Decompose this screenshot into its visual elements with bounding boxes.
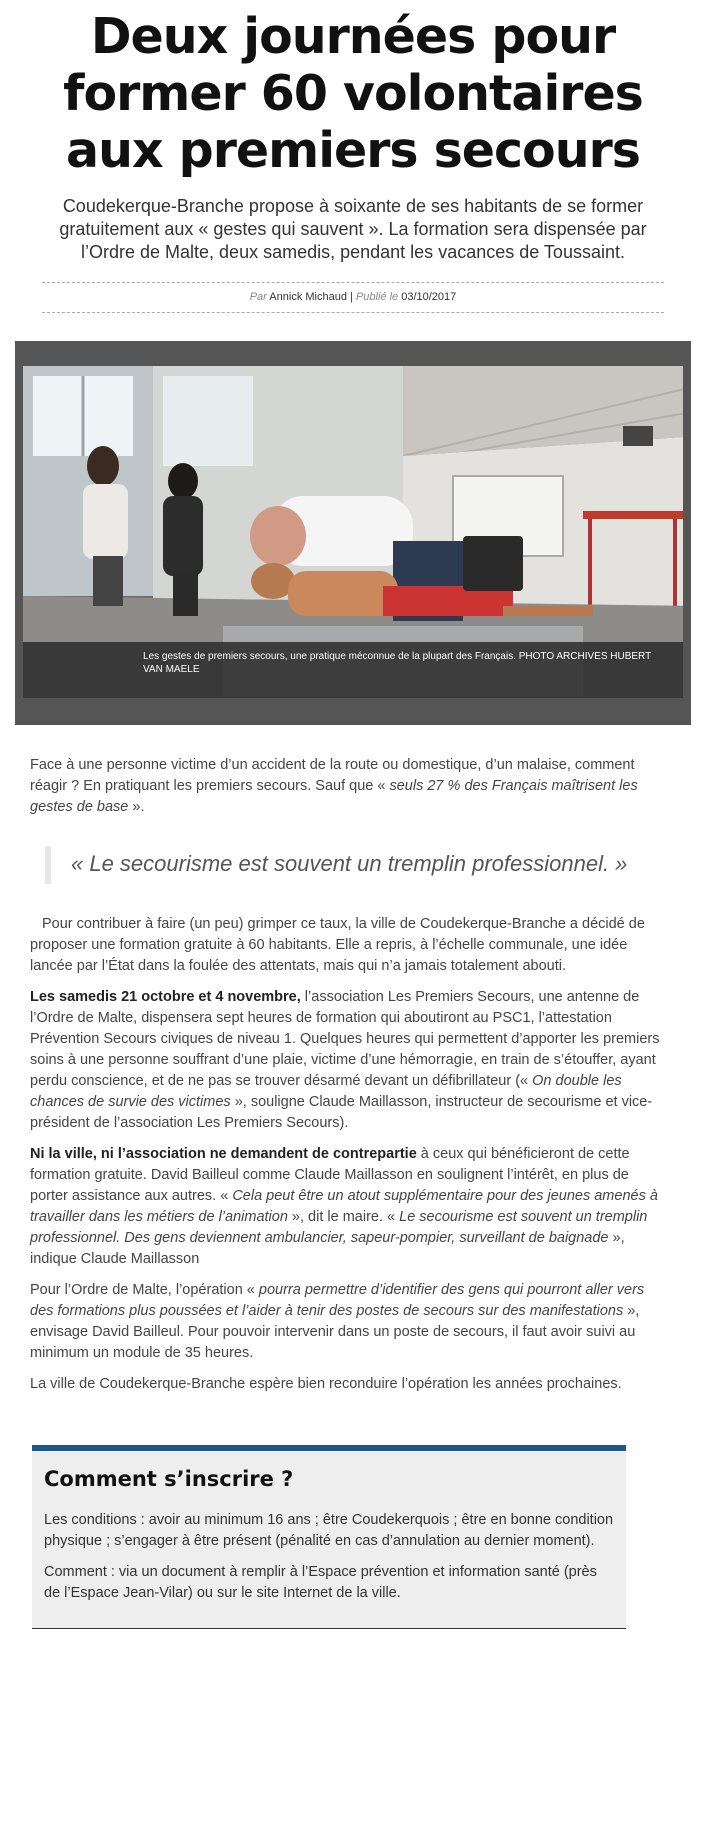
author-link[interactable]: Annick Michaud [269, 291, 347, 303]
paragraph-1: Pour contribuer à faire (un peu) grimper ce taux, la ville de Coudekerque-Branche a décidé de proposer une formation gratuite à 60 habitants. Elle a repris, à l’échelle communale, une idée lancée par l’État dans la foulée des attentats, mais qui n’a jamais totalement abouti. [30, 916, 645, 974]
photo-caption: Les gestes de premiers secours, une pratique méconnue de la plupart des Français. PHOTO ARCHIVES HUBERT VAN MAELE [23, 642, 683, 698]
intro-quote: seuls 27 % des Français maîtrisent les gestes de base [30, 778, 638, 815]
intro-end: ». [128, 799, 145, 815]
published-label: Publié le [355, 291, 399, 303]
paragraph-4-text: Pour l’Ordre de Malte, l’opération « [30, 1282, 259, 1298]
paragraph-3-lead: Ni la ville, ni l’association ne demandent de contrepartie [30, 1146, 417, 1162]
article-title: Deux journées pour former 60 volontaires aux premiers secours [63, 8, 643, 179]
paragraph-3-text: à ceux qui bénéficieront de cette formation gratuite. David Bailleul comme Claude Maillasson en soulignent l’intérêt, en plus de porter assistance aux autres. « [30, 1146, 630, 1204]
info-box [32, 1445, 626, 1629]
paragraph-5: La ville de Coudekerque-Branche espère bien reconduire l’opération les années prochaines. [30, 1376, 622, 1392]
paragraph-4-end: », envisage David Bailleul. Pour pouvoir intervenir dans un poste de secours, il faut avoir suivi au minimum un module de 35 heures. [30, 1303, 640, 1361]
paragraph-2-quote: On double les chances de survie des victimes [30, 1073, 622, 1110]
paragraph-4 [30, 1280, 666, 1364]
article-lead: Coudekerque-Branche propose à soixante de ses habitants de se former gratuitement aux « gestes qui sauvent ». La formation sera dispensée par l’Ordre de Malte, deux samedis, pendant les vacances de Toussaint. [59, 196, 647, 262]
byline [42, 282, 664, 313]
paragraph-3-end: », indique Claude Maillasson [30, 1230, 625, 1267]
pull-quote: « Le secourisme est souvent un tremplin professionnel. » [45, 846, 666, 884]
paragraph-2-end: », souligne Claude Maillasson, instructeur de secourisme et vice-président de l’association Les Premiers Secours). [30, 1094, 653, 1131]
paragraph-2-text: l’association Les Premiers Secours, une antenne de l’Ordre de Malte, dispensera sept heures de formation qui aboutiront au PSC1, l’attestation Prévention Secours civiques de niveau 1. Quelques heures qui permettent d’apporter les premiers soins à une personne souffrant d’une plaie, victime d’une hémorragie, en train de s’étouffer, ayant perdu conscience, et de ne pas se trouver désarmé devant un défibrillateur (« [30, 989, 660, 1089]
article-figure [15, 341, 691, 725]
byline-by-label: Par [249, 291, 267, 303]
paragraph-2 [30, 987, 666, 1134]
paragraph-3-quote-1: Cela peut être un atout supplémentaire pour des jeunes amenés à travailler dans les métiers de l’animation [30, 1188, 658, 1225]
paragraph-3-quote-2: Le secourisme est souvent un tremplin professionnel. Des gens deviennent ambulancier, sapeur-pompier, surveillant de baignade [30, 1209, 648, 1246]
intro-text: Face à une personne victime d’un accident de la route ou domestique, d’un malaise, comment réagir ? En pratiquant les premiers secours. Sauf que « [30, 757, 635, 794]
publish-date: 03/10/2017 [401, 291, 457, 303]
byline-separator: | [350, 291, 353, 303]
paragraph-3-mid: », dit le maire. « [287, 1209, 400, 1225]
paragraph-2-lead: Les samedis 21 octobre et 4 novembre, [30, 989, 301, 1005]
article-photo[interactable] [23, 366, 683, 698]
info-box-conditions: Les conditions : avoir au minimum 16 ans ; être Coudekerquois ; être en bonne condition physique ; s’engager à être présent (pénalité en cas d’annulation au dernier moment). [44, 1512, 614, 1549]
paragraph-3 [30, 1144, 666, 1270]
paragraph-4-quote: pourra permettre d’identifier des gens qui pourront aller vers des formations plus poussées et l’aider à tenir des postes de secours sur des manifestations [30, 1282, 645, 1319]
info-box-title: Comment s’inscrire ? [44, 1467, 294, 1491]
intro-paragraph [30, 755, 666, 818]
info-box-how: Comment : via un document à remplir à l’Espace prévention et information santé (près de l’Espace Jean-Vilar) ou sur le site Internet de la ville. [44, 1564, 597, 1601]
article-body [30, 755, 666, 1395]
